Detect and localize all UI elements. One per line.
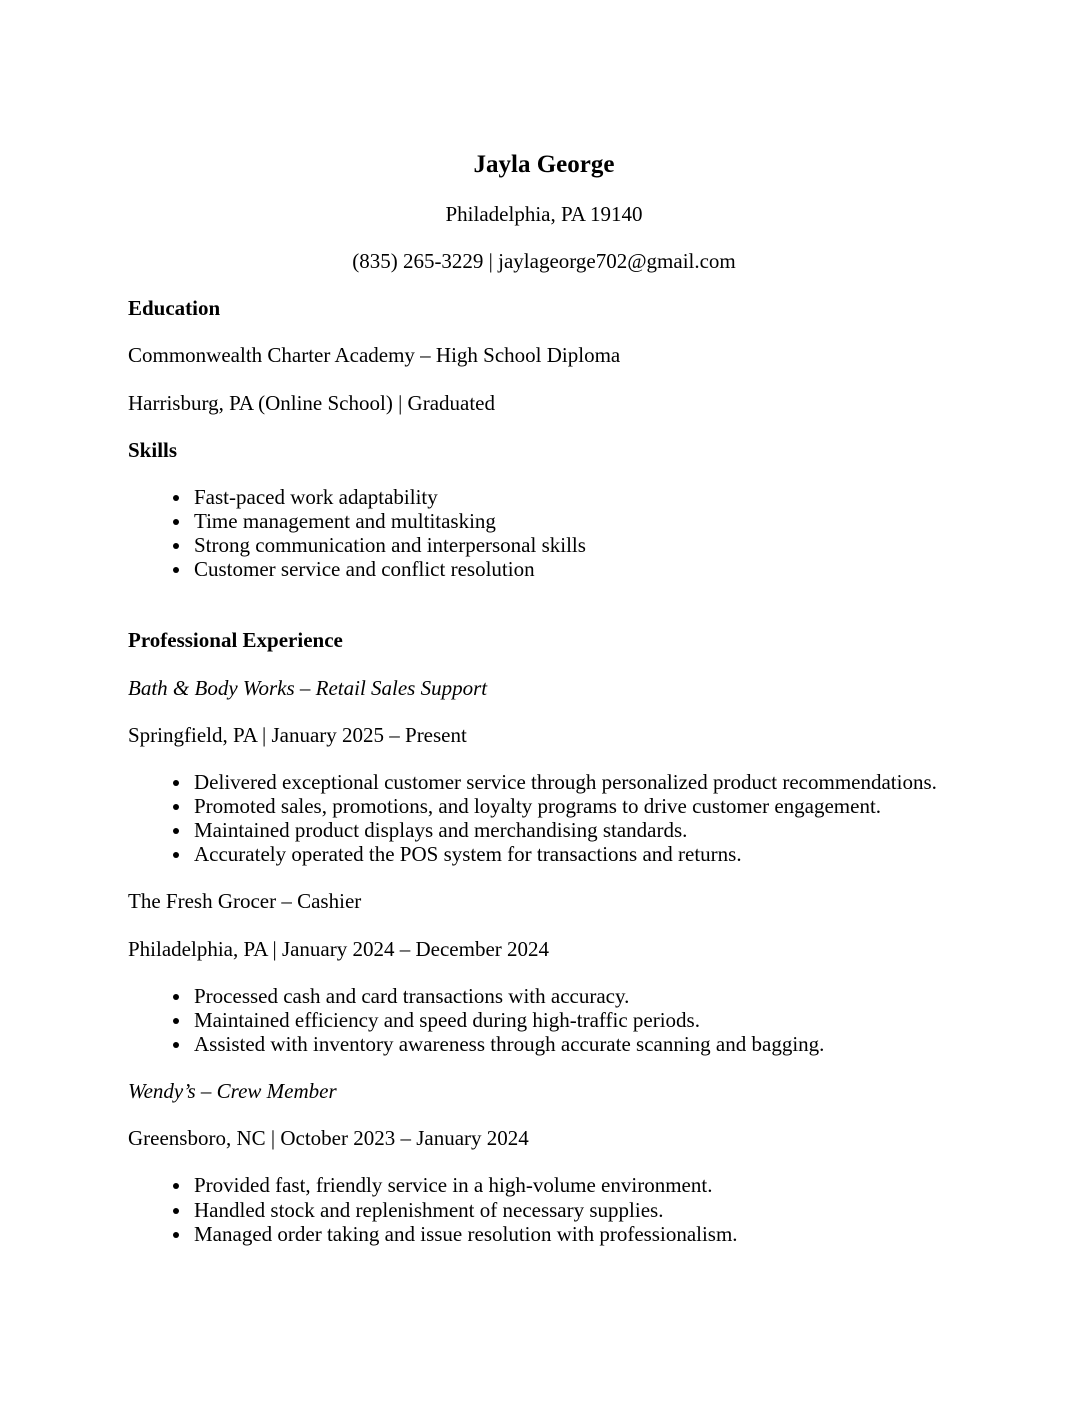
job-bullet: • Provided fast, friendly service in a high-volume environment. — [192, 1173, 960, 1197]
education-details-line: Harrisburg, PA (Online School) | Graduated — [128, 390, 495, 415]
job-bullet: • Delivered exceptional customer service through personalized product recommendations. — [192, 770, 960, 794]
resume-location: Philadelphia, PA 19140 — [445, 202, 643, 226]
skill-item: • Time management and multitasking — [192, 509, 960, 533]
job-title: Bath & Body Works – Retail Sales Support — [128, 675, 488, 700]
section-heading-education: Education — [128, 296, 221, 321]
job-meta: Greensboro, NC | October 2023 – January 2024 — [128, 1126, 529, 1151]
job-meta: Philadelphia, PA | January 2024 – December 2024 — [128, 936, 550, 961]
job-bullet: • Maintained efficiency and speed during high-traffic periods. — [192, 1008, 960, 1032]
job-title: Wendy’s – Crew Member — [128, 1079, 337, 1104]
job-bullet-list — [128, 770, 960, 867]
skill-item: • Fast-paced work adaptability — [192, 485, 960, 509]
job-bullet: • Managed order taking and issue resolution with professionalism. — [192, 1222, 960, 1246]
job-bullet: • Accurately operated the POS system for transactions and returns. — [192, 842, 960, 866]
job-title: The Fresh Grocer – Cashier — [128, 889, 362, 914]
resume-name: Jayla George — [473, 151, 615, 178]
skills-list — [128, 485, 960, 582]
skill-item: • Strong communication and interpersonal skills — [192, 533, 960, 557]
job-bullet: • Promoted sales, promotions, and loyalty programs to drive customer engagement. — [192, 794, 960, 818]
job-meta: Springfield, PA | January 2025 – Present — [128, 722, 467, 747]
section-heading-experience: Professional Experience — [128, 628, 343, 653]
resume-contact: (835) 265-3229 | jaylageorge702@gmail.com — [352, 249, 736, 274]
job-bullet-list — [128, 984, 960, 1056]
job-bullet: • Handled stock and replenishment of necessary supplies. — [192, 1198, 960, 1222]
job-bullet: • Maintained product displays and merchandising standards. — [192, 818, 960, 842]
section-heading-skills: Skills — [128, 437, 178, 462]
education-school-line: Commonwealth Charter Academy – High School Diploma — [128, 343, 621, 368]
skill-item: • Customer service and conflict resolution — [192, 557, 960, 581]
job-bullet-list — [128, 1173, 960, 1245]
job-bullet: • Processed cash and card transactions with accuracy. — [192, 984, 960, 1008]
job-bullet: • Assisted with inventory awareness through accurate scanning and bagging. — [192, 1032, 960, 1056]
